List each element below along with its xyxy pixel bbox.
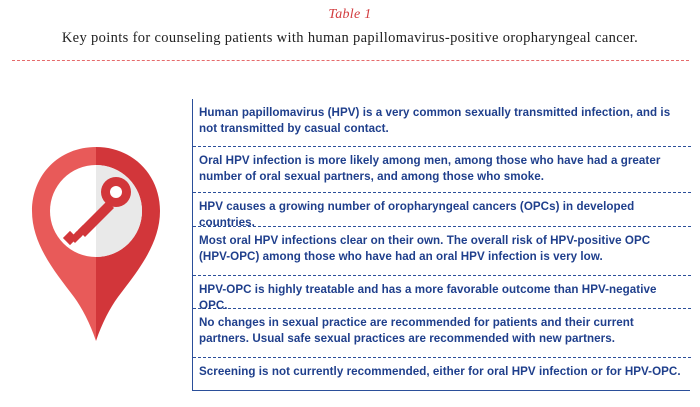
key-point-row: Oral HPV infection is more likely among men, among those who have had a greater number of oral sexual partners, and among those who smoke. (193, 147, 691, 193)
table-bottom-rule (192, 390, 690, 391)
table-title: Key points for counseling patients with human papillomavirus-positive oropharyngeal cancer. (61, 30, 639, 46)
key-point-row: HPV-OPC is highly treatable and has a more favorable outcome than HPV-negative OPC. (193, 276, 691, 309)
key-point-row: Screening is not currently recommended, either for oral HPV infection or for HPV-OPC. (199, 365, 681, 378)
key-point-row: Human papillomavirus (HPV) is a very common sexually transmitted infection, and is not transmitted by casual contact. (193, 99, 691, 147)
key-point-row: Most oral HPV infections clear on their own. The overall risk of HPV-positive OPC (HPV-OPC) among those who have had an oral HPV infection is very low. (193, 227, 691, 276)
key-point-row: HPV causes a growing number of oropharyngeal cancers (OPCs) in developed countries. (193, 193, 691, 227)
key-location-pin-icon (30, 145, 162, 343)
table-label: Table 1 (328, 7, 372, 22)
key-point-row: No changes in sexual practice are recommended for patients and their current partners. Usual safe sexual practices are recommended with new partners. (193, 309, 691, 358)
key-points-list (192, 99, 691, 390)
title-divider (12, 60, 689, 61)
